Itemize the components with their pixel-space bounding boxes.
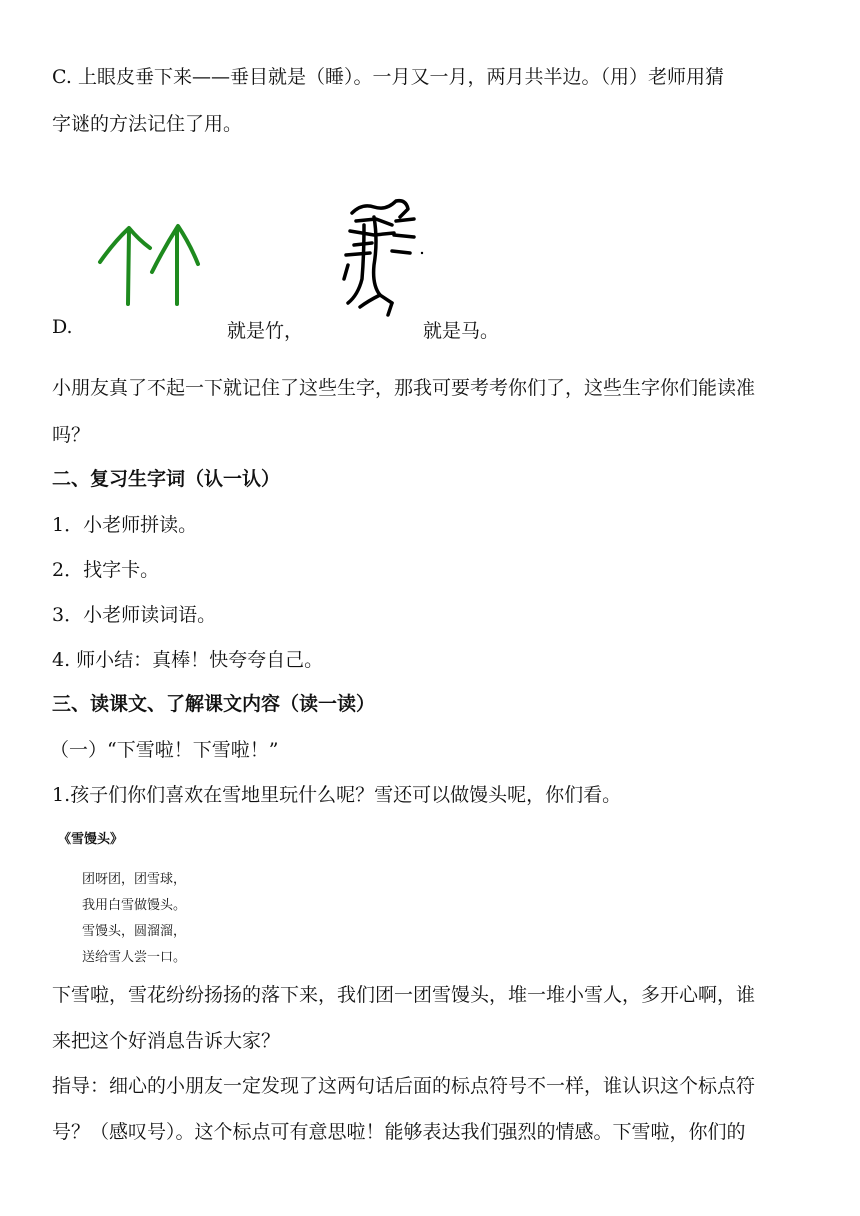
poem-line: 团呀团，团雪球， <box>82 872 187 887</box>
bamboo-glyph-image <box>92 218 204 306</box>
option-c-line2: 字谜的方法记住了用。 <box>52 113 243 135</box>
section-heading-reading: 三、读课文、了解课文内容（读一读） <box>52 693 376 715</box>
guidance-line1: 指导：细心的小朋友一定发现了这两句话后面的标点符号不一样，谁认识这个标点符 <box>52 1075 756 1097</box>
step-3: 3．小老师读词语。 <box>52 604 217 626</box>
poem-title: 《雪馒头》 <box>58 832 124 847</box>
option-c-line1: C. 上眼皮垂下来——垂目就是（睡）。一月又一月，两月共半边。（用）老师用猜 <box>52 66 724 88</box>
option-d-label: D. <box>52 316 73 338</box>
step-1: 1．小老师拼读。 <box>52 514 198 536</box>
step-4: 4. 师小结：真棒！快夸夸自己。 <box>52 649 324 671</box>
praise-line2: 吗？ <box>52 424 91 446</box>
poem-line: 雪馒头，圆溜溜， <box>82 924 187 939</box>
section-heading-review: 二、复习生字词（认一认） <box>52 468 281 490</box>
guidance-line2: 号？（感叹号）。这个标点可有意思啦！能够表达我们强烈的情感。下雪啦，你们的 <box>52 1121 746 1143</box>
praise-line1: 小朋友真了不起一下就记住了这些生字，那我可要考考你们了，这些生字你们能读准 <box>52 377 756 399</box>
bamboo-caption: 就是竹， <box>227 320 304 342</box>
poem-line: 送给雪人尝一口。 <box>82 950 187 965</box>
horse-glyph-image <box>334 195 430 320</box>
poem-line: 我用白雪做馒头。 <box>82 898 187 913</box>
paragraph-line1: 下雪啦，雪花纷纷扬扬的落下来，我们团一团雪馒头，堆一堆小雪人，多开心啊，谁 <box>52 984 756 1006</box>
subsection-heading: （一）“下雪啦！下雪啦！” <box>50 739 279 761</box>
question-1: 1.孩子们你们喜欢在雪地里玩什么呢？雪还可以做馒头呢，你们看。 <box>52 784 622 806</box>
horse-caption: 就是马。 <box>423 320 500 342</box>
paragraph-line2: 来把这个好消息告诉大家？ <box>52 1030 281 1052</box>
step-2: 2．找字卡。 <box>52 559 160 581</box>
